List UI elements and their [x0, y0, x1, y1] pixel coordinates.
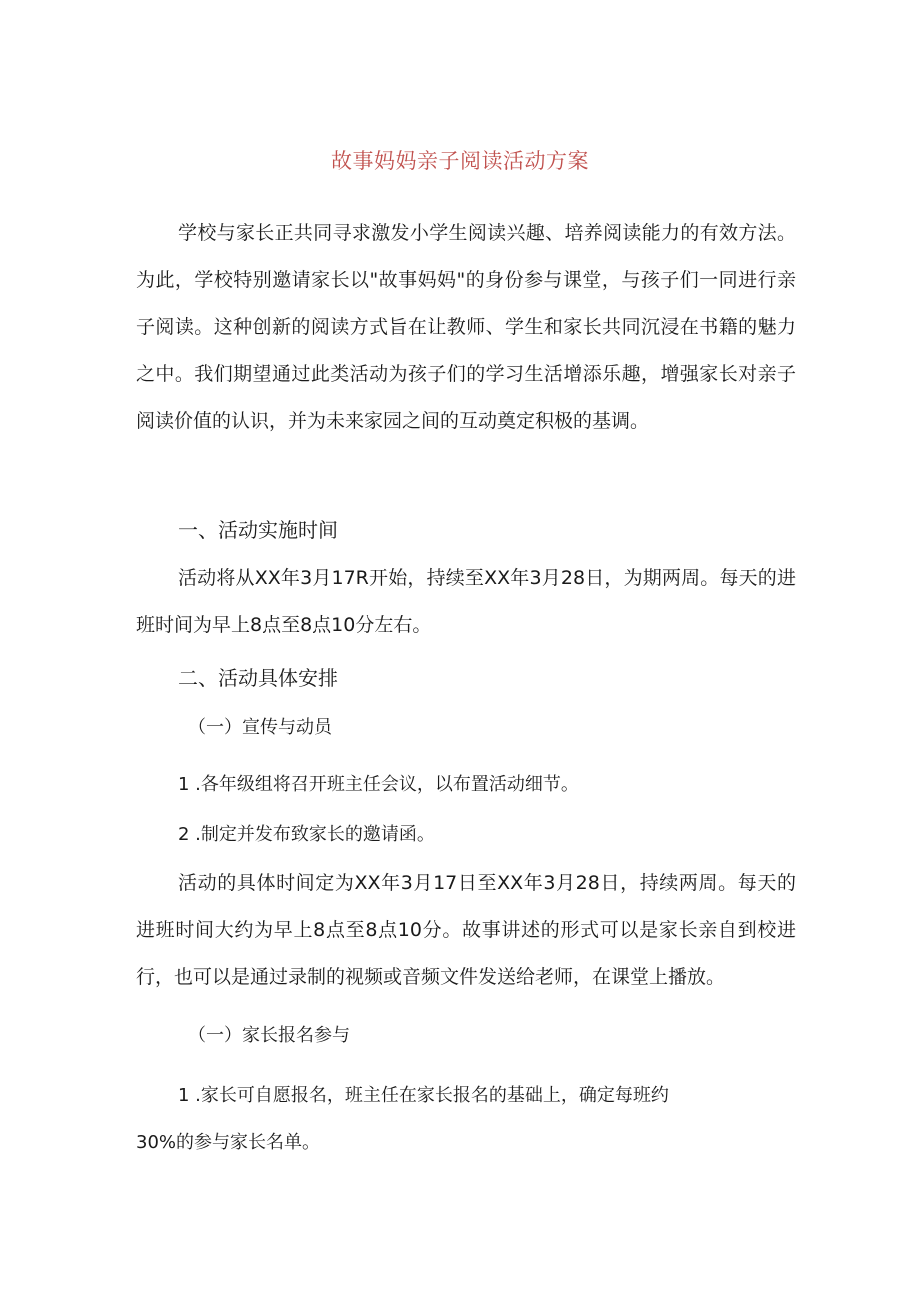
intro-paragraph: 学校与家长正共同寻求激发小学生阅读兴趣、培养阅读能力的有效方法。为此，学校特别邀请家长以"故事妈妈"的身份参与课堂，与孩子们一同进行亲子阅读。这种创新的阅读方式旨在让教师、学生和家长共同沉浸在书籍的魅力之中。我们期望通过此类活动为孩子们的学习生活增添乐趣，增强家长对亲子阅读价值的认识，并为未来家园之间的互动奠定积极的基调。	[136, 222, 796, 432]
document-title: 故事妈妈亲子阅读活动方案	[331, 149, 589, 173]
section-1-paragraph: 活动将从XX年3月17R开始，持续至XX年3月28日，为期两周。每天的进班时间为早上8点至8点10分左右。	[136, 567, 796, 636]
signup-list-item	[136, 1072, 796, 1166]
signup-item-line-1: 1 .家长可自愿报名，班主任在家长报名的基础上，确定每班约	[178, 1085, 669, 1106]
section-1-heading: 一、活动实施时间	[178, 518, 338, 542]
subsection-publicity-heading: （一）宣传与动员	[188, 717, 332, 738]
subsection-signup-heading: （一）家长报名参与	[188, 1025, 350, 1046]
schedule-paragraph: 活动的具体时间定为XX年3月17日至XX年3月28日，持续两周。每天的进班时间大约为早上8点至8点10分。故事讲述的形式可以是家长亲自到校进行，也可以是通过录制的视频或音频文件发送给老师，在课堂上播放。	[136, 872, 796, 988]
list-item-1: 1 .各年级组将召开班主任会议，以布置活动细节。	[178, 774, 579, 795]
list-item-2: 2 .制定并发布致家长的邀请函。	[178, 824, 435, 845]
signup-item-line-2: 30%的参与家长名单。	[136, 1132, 321, 1153]
section-2-heading: 二、活动具体安排	[178, 666, 338, 690]
